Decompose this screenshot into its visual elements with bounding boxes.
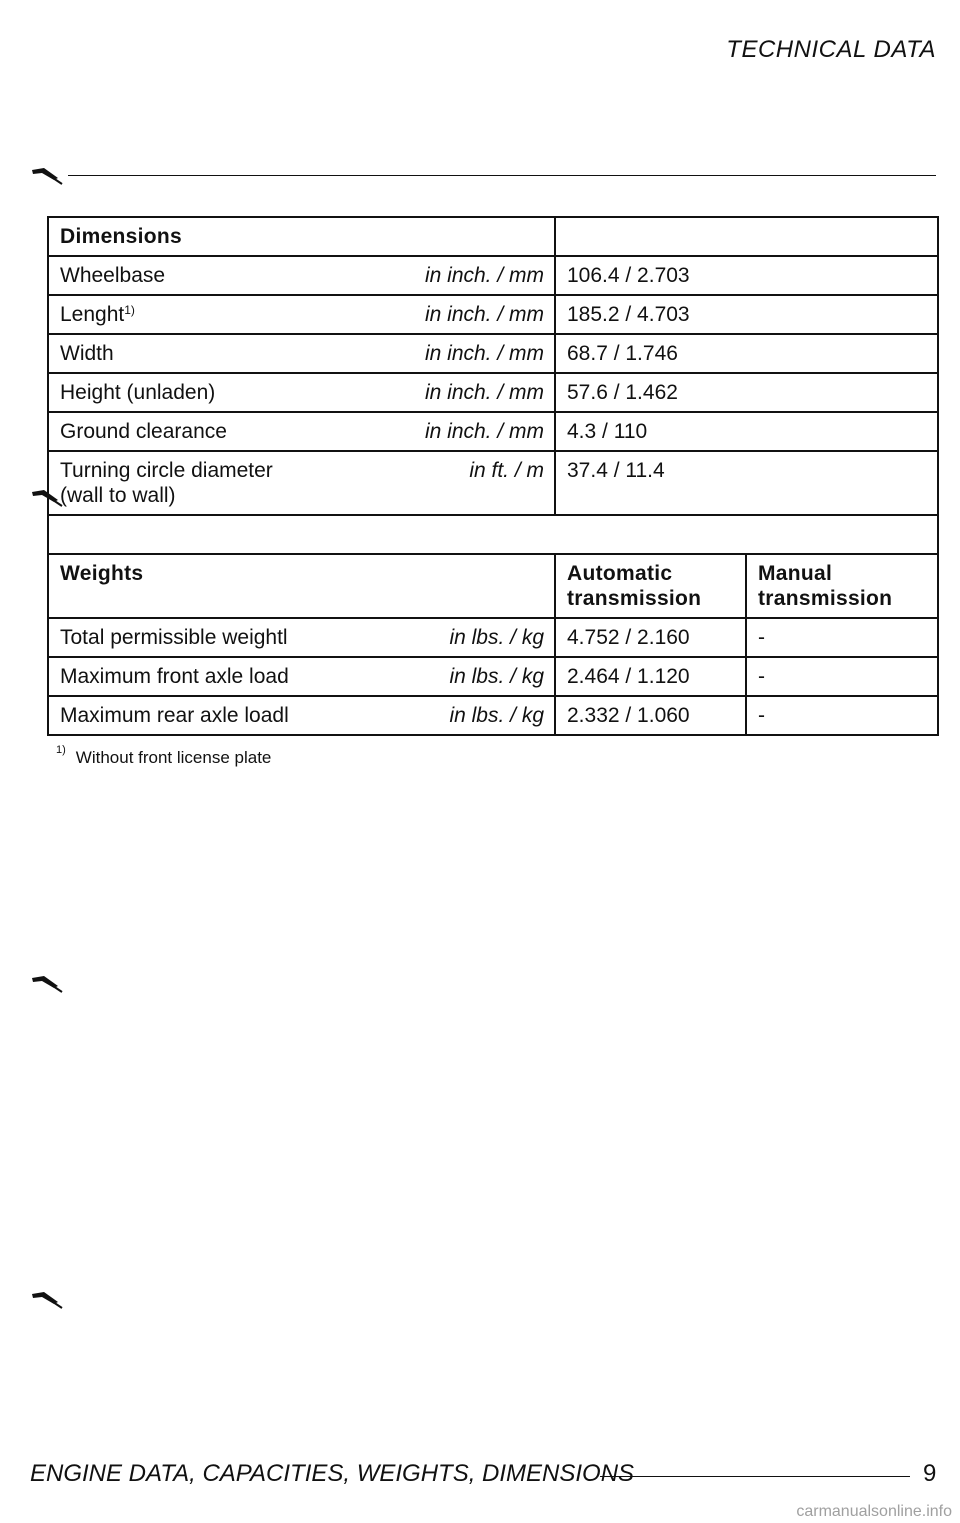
table-row bbox=[48, 256, 938, 295]
row-label: Turning circle diameter bbox=[60, 459, 273, 482]
manual-header-line2: transmission bbox=[758, 587, 893, 610]
automatic-header-line2: transmission bbox=[567, 587, 702, 610]
row-unit: in inch. / mm bbox=[424, 381, 544, 404]
table-row bbox=[48, 657, 938, 696]
page-number: 9 bbox=[923, 1460, 937, 1487]
manual-value: - bbox=[746, 618, 938, 657]
row-unit: in inch. / mm bbox=[424, 303, 544, 326]
manual-header-line1: Manual bbox=[758, 562, 833, 585]
row-label: Height (unladen) bbox=[60, 381, 216, 404]
manual-value: - bbox=[746, 696, 938, 735]
spacer-row bbox=[48, 515, 938, 554]
table-row bbox=[48, 618, 938, 657]
row-value: 57.6 / 1.462 bbox=[555, 373, 938, 412]
row-label: Maximum rear axle loadl bbox=[60, 704, 289, 727]
row-label: Maximum front axle load bbox=[60, 665, 289, 688]
page-header-title: TECHNICAL DATA bbox=[726, 36, 936, 63]
technical-data-table bbox=[47, 216, 939, 736]
row-label: Ground clearance bbox=[60, 420, 227, 443]
row-unit: in lbs. / kg bbox=[449, 665, 544, 688]
row-unit: in ft. / m bbox=[469, 459, 544, 482]
row-label: Width bbox=[60, 342, 114, 365]
manual-value: - bbox=[746, 657, 938, 696]
table-row bbox=[48, 373, 938, 412]
row-value: 68.7 / 1.746 bbox=[555, 334, 938, 373]
footer-section-title: ENGINE DATA, CAPACITIES, WEIGHTS, DIMENSIONS bbox=[30, 1460, 635, 1487]
row-value: 106.4 / 2.703 bbox=[555, 256, 938, 295]
automatic-column-header bbox=[555, 554, 746, 618]
footnote-ref: 1) bbox=[124, 303, 135, 317]
row-unit: in lbs. / kg bbox=[449, 626, 544, 649]
table-row bbox=[48, 334, 938, 373]
row-value: 37.4 / 11.4 bbox=[555, 451, 938, 515]
footnote bbox=[56, 744, 272, 768]
automatic-value: 2.464 / 1.120 bbox=[555, 657, 746, 696]
weights-heading-row bbox=[48, 554, 938, 618]
row-unit: in inch. / mm bbox=[424, 342, 544, 365]
margin-arrow-icon bbox=[30, 1290, 64, 1310]
dimensions-heading-row bbox=[48, 217, 938, 256]
row-unit: in lbs. / kg bbox=[449, 704, 544, 727]
dimensions-heading: Dimensions bbox=[48, 217, 555, 256]
row-unit: in inch. / mm bbox=[424, 420, 544, 443]
table-row bbox=[48, 295, 938, 334]
automatic-header-line1: Automatic bbox=[567, 562, 673, 585]
row-value: 185.2 / 4.703 bbox=[555, 295, 938, 334]
watermark: carmanualsonline.info bbox=[796, 1503, 952, 1520]
table-row bbox=[48, 412, 938, 451]
footer-rule bbox=[600, 1476, 910, 1477]
table-row bbox=[48, 696, 938, 735]
margin-arrow-icon bbox=[30, 974, 64, 994]
margin-arrow-icon bbox=[30, 166, 64, 186]
manual-column-header bbox=[746, 554, 938, 618]
row-label: Total permissible weightl bbox=[60, 626, 288, 649]
row-unit: in inch. / mm bbox=[424, 264, 544, 287]
table-row bbox=[48, 451, 938, 515]
top-rule bbox=[68, 175, 936, 176]
automatic-value: 2.332 / 1.060 bbox=[555, 696, 746, 735]
row-label: Lenght bbox=[60, 303, 125, 326]
row-value: 4.3 / 110 bbox=[555, 412, 938, 451]
automatic-value: 4.752 / 2.160 bbox=[555, 618, 746, 657]
footnote-marker: 1) bbox=[56, 744, 66, 756]
footnote-text: Without front license plate bbox=[75, 748, 272, 767]
weights-heading: Weights bbox=[48, 554, 555, 618]
row-label: Wheelbase bbox=[60, 264, 166, 287]
row-label-secondary: (wall to wall) bbox=[60, 484, 176, 507]
